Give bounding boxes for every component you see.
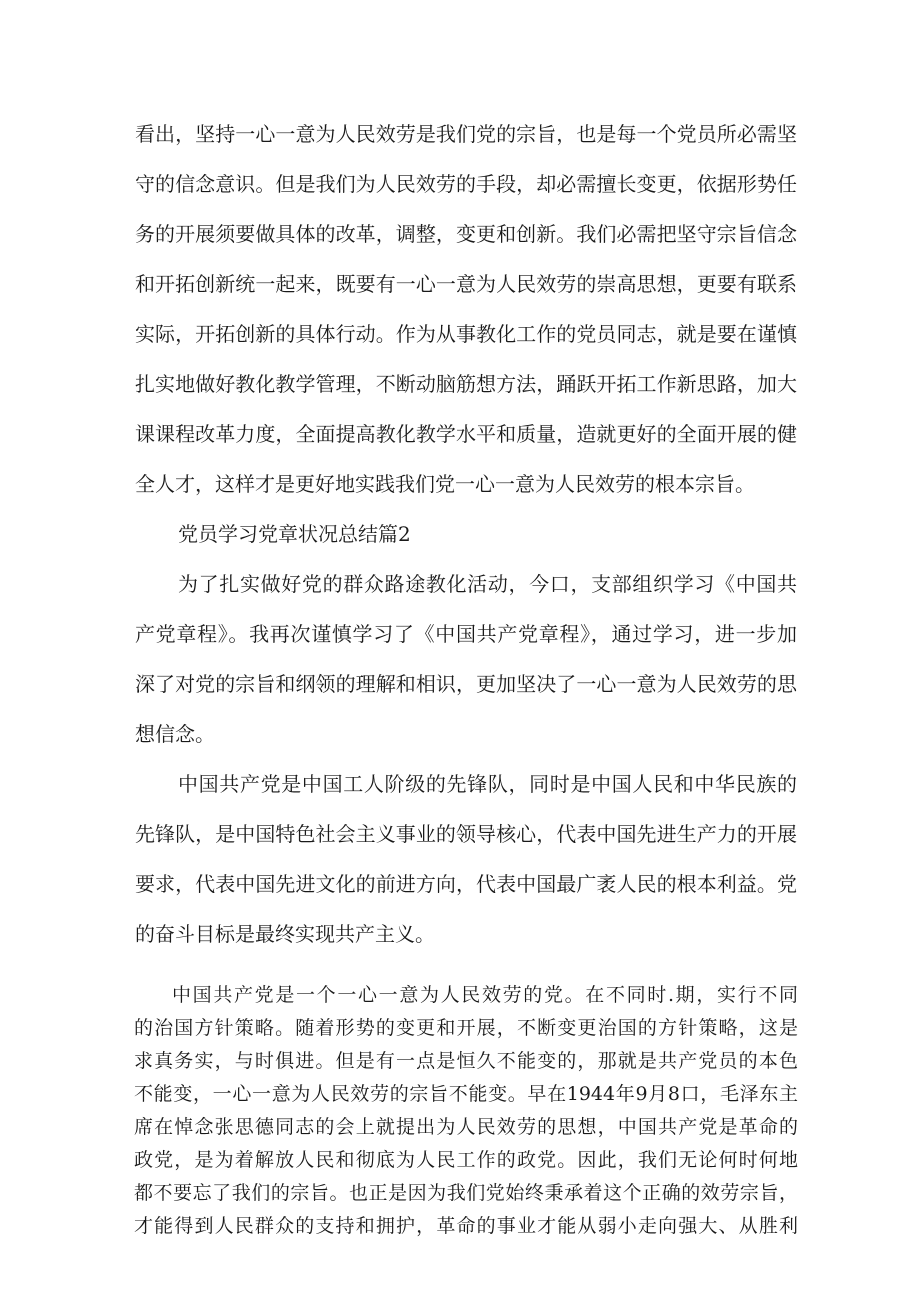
text-line: 务的开展须要做具体的改革，调整，变更和创新。我们必需把坚守宗旨信念 [135,222,797,246]
text-line: 要求，代表中国先进文化的前进方向，代表中国最广袤人民的根本利益。党 [135,872,797,896]
text-line: 深了对党的宗旨和纲领的理解和相识，更加坚决了一心一意为人民效劳的思 [135,672,797,696]
text-line: 和开拓创新统一起来，既要有一心一意为人民效劳的崇高思想，更要有联系 [135,272,797,296]
text-line: 中国共产党是中国工人阶级的先锋队，同时是中国人民和中华民族的 [178,772,797,796]
text-line: 都不要忘了我们的宗旨。也正是因为我们党始终秉承着这个正确的效劳宗旨， [134,1182,798,1204]
text-line: 产党章程》。我再次谨慎学习了《中国共产党章程》，通过学习，进一步加 [135,622,797,646]
text-line: 席在悼念张思德同志的会上就提出为人民效劳的思想，中国共产党是革命的 [134,1116,798,1138]
text-line: 中国共产党是一个一心一意为人民效劳的党。在不同时.期，实行不同 [172,984,798,1006]
text-line: 想信念。 [135,722,215,746]
text-line: 实际，开拓创新的具体行动。作为从事教化工作的党员同志，就是要在谨慎 [135,322,797,346]
text-line: 不能变，一心一意为人民效劳的宗旨不能变。早在1944年9月8口，毛泽东主 [134,1083,798,1105]
text-line: 看出，坚持一心一意为人民效劳是我们党的宗旨，也是每一个党员所必需坚 [135,122,797,146]
text-line: 为了扎实做好党的群众路途教化活动，今口，支部组织学习《中国共 [178,572,797,596]
text-line: 课课程改革力度，全面提高教化教学水平和质量，造就更好的全面开展的健 [135,422,797,446]
text-line: 才能得到人民群众的支持和拥护，革命的事业才能从弱小走向强大、从胜利 [134,1215,798,1237]
text-line: 求真务实，与时俱进。但是有一点是恒久不能变的，那就是共产党员的本色 [134,1050,798,1072]
text-line: 的治国方针策略。随着形势的变更和开展，不断变更治国的方针策略，这是 [134,1017,798,1039]
text-line: 全人才，这样才是更好地实践我们党一心一意为人民效劳的根本宗旨。 [135,472,755,496]
text-line: 的奋斗目标是最终实现共产主义。 [135,922,435,946]
section-heading: 党员学习党章状况总结篇2 [178,522,411,546]
text-line: 守的信念意识。但是我们为人民效劳的手段，却必需擅长变更，依据形势任 [135,172,797,196]
text-line: 先锋队，是中国特色社会主义事业的领导核心，代表中国先进生产力的开展 [135,822,797,846]
text-line: 扎实地做好教化教学管理，不断动脑筋想方法，踊跃开拓工作新思路，加大 [135,372,797,396]
text-line: 政党，是为着解放人民和彻底为人民工作的政党。因此，我们无论何时何地 [134,1149,798,1171]
